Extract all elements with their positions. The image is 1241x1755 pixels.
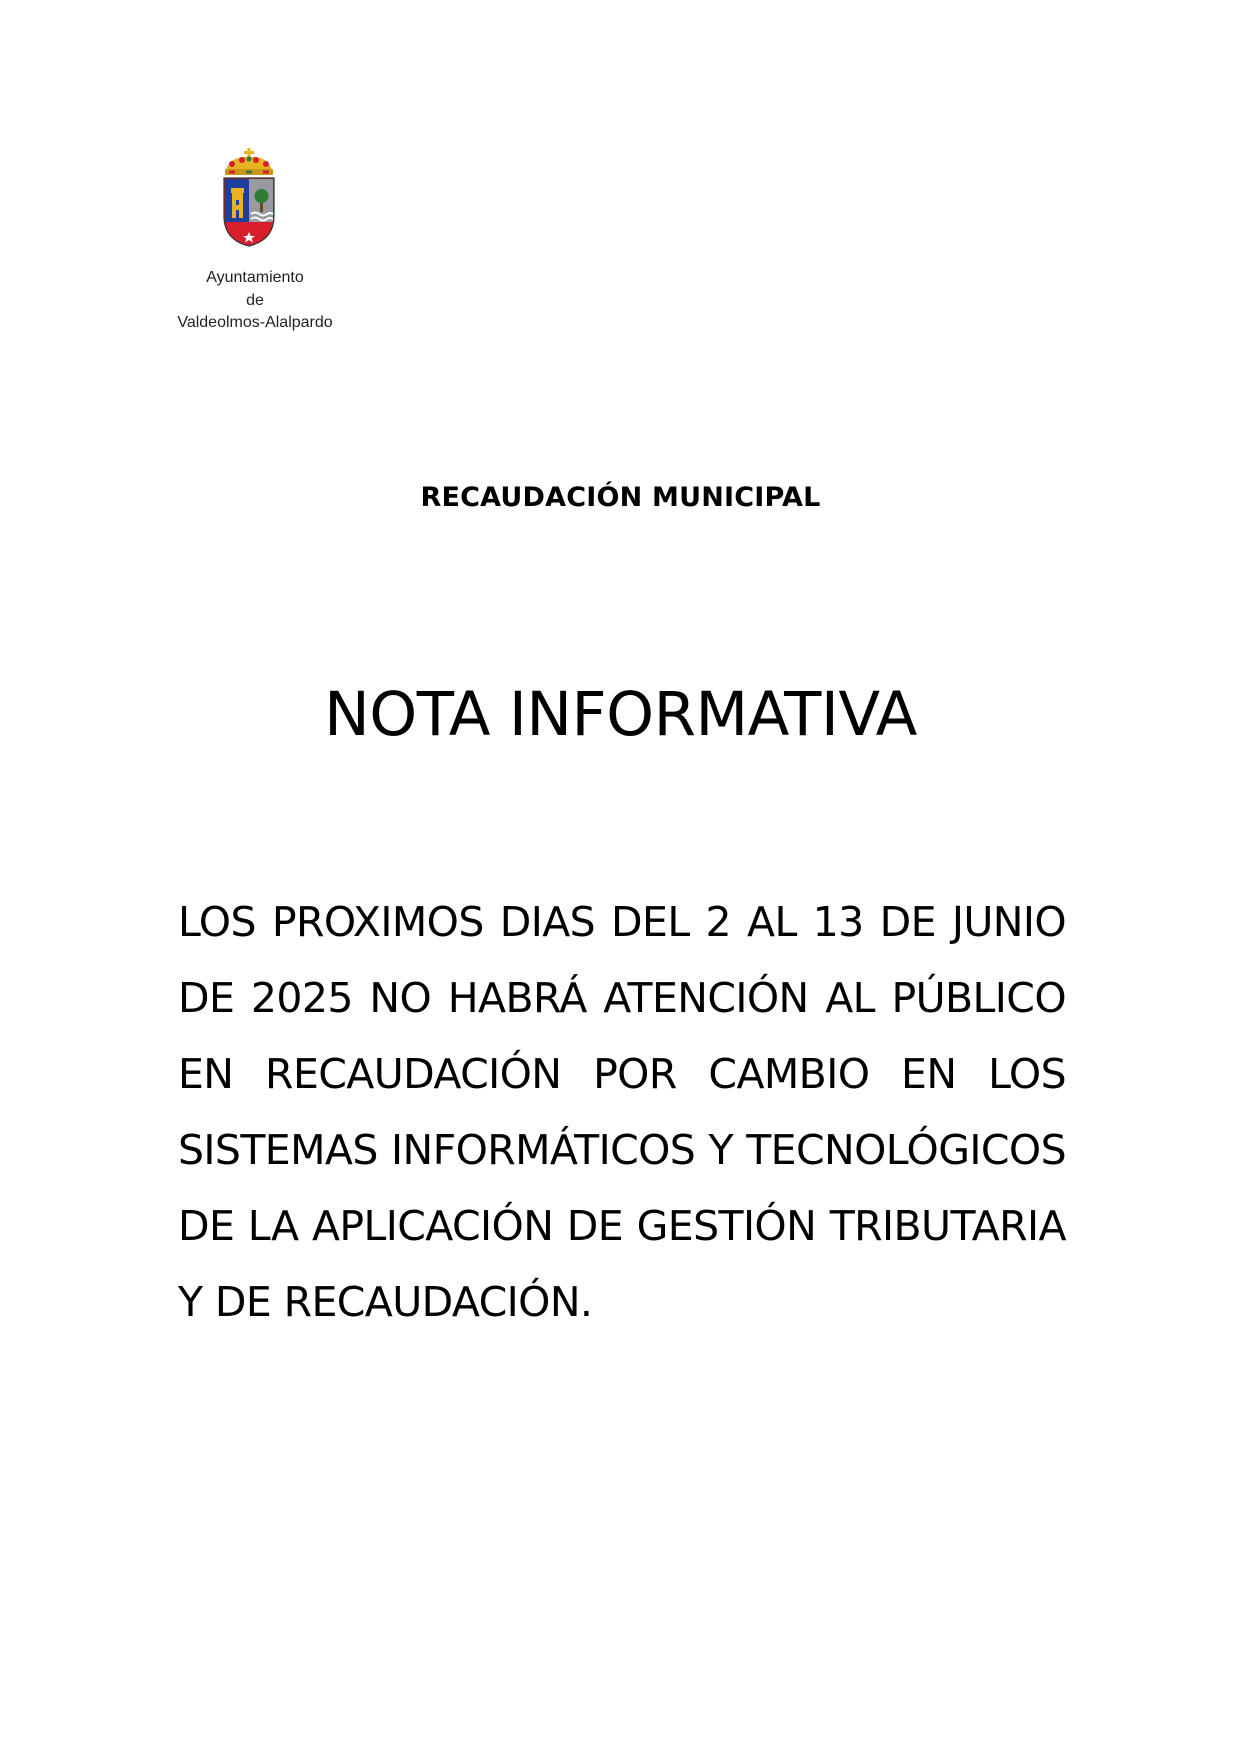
coat-of-arms-icon	[220, 148, 278, 248]
organization-name	[160, 267, 350, 335]
section-heading: RECAUDACIÓN MUNICIPAL	[420, 482, 821, 513]
document-title: NOTA INFORMATIVA	[324, 679, 917, 750]
org-name-line-2: de	[246, 291, 264, 309]
org-name-line-3: Valdeolmos-Alalpardo	[177, 314, 333, 331]
org-name-line-1: Ayuntamiento	[206, 269, 304, 286]
notice-body: LOS PROXIMOS DIAS DEL 2 AL 13 DE JUNIO DE 2025 NO HABRÁ ATENCIÓN AL PÚBLICO EN RECAUDACIÓN POR CAMBIO EN LOS SISTEMAS INFORMÁTICOS Y TECNOLÓGICOS DE LA APLICACIÓN DE GESTIÓN TRIBUTARIA Y DE RECAUDACIÓN.	[178, 898, 1066, 1326]
